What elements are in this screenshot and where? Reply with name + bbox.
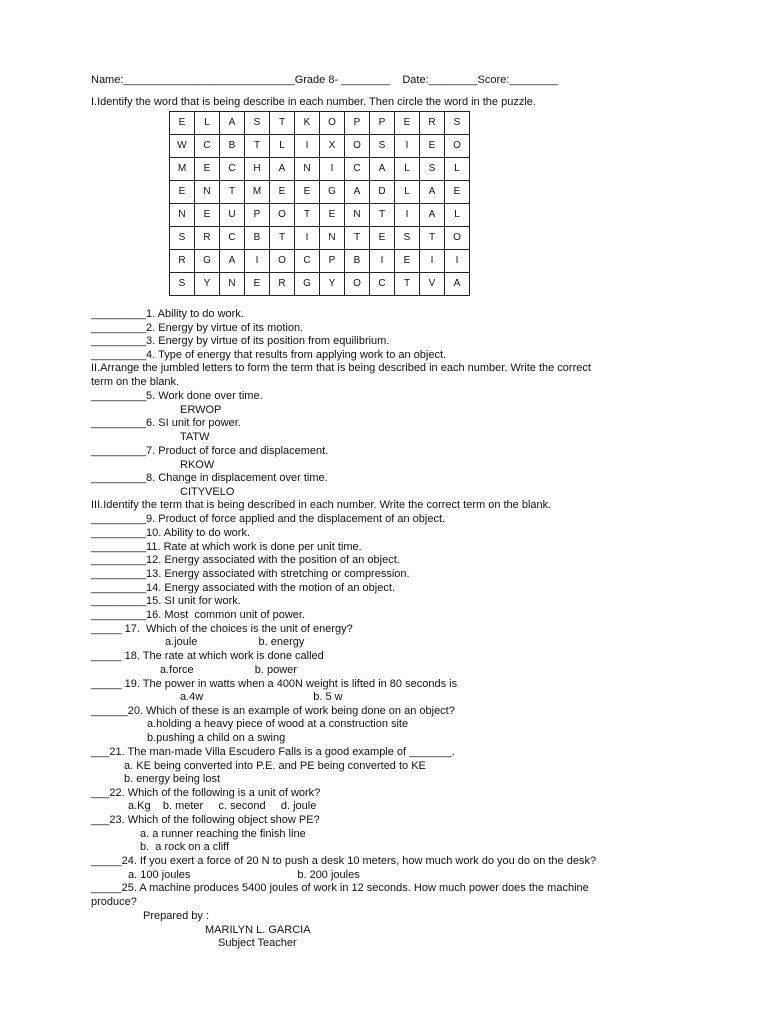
puzzle-cell: N — [220, 273, 245, 296]
puzzle-cell: O — [345, 273, 370, 296]
question-22: ___22. Which of the following is a unit of work? — [91, 787, 321, 799]
puzzle-cell: S — [420, 158, 445, 181]
puzzle-row — [170, 112, 470, 135]
puzzle-cell: G — [195, 250, 220, 273]
puzzle-row — [170, 181, 470, 204]
puzzle-cell: A — [220, 112, 245, 135]
question-23: ___23. Which of the following object show PE? — [91, 814, 320, 826]
puzzle-cell: T — [295, 204, 320, 227]
puzzle-cell: O — [270, 204, 295, 227]
puzzle-cell: P — [245, 204, 270, 227]
puzzle-cell: V — [420, 273, 445, 296]
puzzle-cell: M — [245, 181, 270, 204]
puzzle-cell: D — [370, 181, 395, 204]
jumbled-word-7: RKOW — [180, 459, 215, 471]
puzzle-cell: C — [345, 158, 370, 181]
puzzle-cell: H — [245, 158, 270, 181]
question-10: _________10. Ability to do work. — [91, 527, 251, 539]
puzzle-cell: A — [345, 181, 370, 204]
puzzle-cell: E — [195, 204, 220, 227]
question-16: _________16. Most common unit of power. — [91, 609, 306, 621]
jumbled-word-8: CITYVELO — [180, 486, 235, 498]
puzzle-cell: I — [420, 250, 445, 273]
question-25-cont: produce? — [91, 896, 137, 908]
puzzle-cell: W — [170, 135, 195, 158]
question-25: _____25. A machine produces 5400 joules of work in 12 seconds. How much power does the machine — [91, 882, 589, 894]
puzzle-cell: X — [320, 135, 345, 158]
puzzle-cell: E — [445, 181, 470, 204]
puzzle-cell: O — [320, 112, 345, 135]
question-8: _________8. Change in displacement over time. — [91, 472, 328, 484]
question-12: _________12. Energy associated with the position of an object. — [91, 554, 400, 566]
puzzle-cell: U — [220, 204, 245, 227]
puzzle-cell: Y — [320, 273, 345, 296]
puzzle-cell: O — [445, 227, 470, 250]
puzzle-row — [170, 227, 470, 250]
puzzle-cell: T — [270, 112, 295, 135]
puzzle-cell: G — [320, 181, 345, 204]
puzzle-cell: O — [270, 250, 295, 273]
question-1: _________1. Ability to do work. — [91, 308, 244, 320]
puzzle-cell: C — [195, 135, 220, 158]
question-4: _________4. Type of energy that results from applying work to an object. — [91, 349, 447, 361]
puzzle-cell: O — [445, 135, 470, 158]
puzzle-cell: C — [295, 250, 320, 273]
choices-19: a.4w b. 5 w — [180, 691, 343, 703]
question-13: _________13. Energy associated with stretching or compression. — [91, 568, 410, 580]
puzzle-cell: I — [445, 250, 470, 273]
puzzle-cell: A — [370, 158, 395, 181]
puzzle-cell: K — [295, 112, 320, 135]
section-2-title-cont: term on the blank. — [91, 376, 180, 388]
puzzle-row — [170, 204, 470, 227]
puzzle-cell: I — [395, 135, 420, 158]
puzzle-cell: P — [320, 250, 345, 273]
puzzle-row — [170, 250, 470, 273]
choice-21b: b. energy being lost — [124, 773, 221, 785]
teacher-name: MARILYN L. GARCIA — [205, 924, 311, 936]
puzzle-cell: N — [320, 227, 345, 250]
question-14: _________14. Energy associated with the motion of an object. — [91, 582, 395, 594]
puzzle-cell: E — [320, 204, 345, 227]
question-3: _________3. Energy by virtue of its position from equilibrium. — [91, 335, 390, 347]
teacher-title: Subject Teacher — [218, 937, 297, 949]
section-1-title: I.Identify the word that is being describe in each number. Then circle the word in the puzzle. — [91, 96, 536, 108]
puzzle-cell: Y — [195, 273, 220, 296]
question-21: ___21. The man-made Villa Escudero Falls is a good example of _______. — [91, 746, 456, 758]
puzzle-cell: E — [170, 181, 195, 204]
puzzle-cell: T — [270, 227, 295, 250]
jumbled-word-5: ERWOP — [180, 404, 222, 416]
puzzle-cell: S — [370, 135, 395, 158]
question-17: _____ 17. Which of the choices is the unit of energy? — [91, 623, 353, 635]
question-11: _________11. Rate at which work is done per unit time. — [91, 541, 362, 553]
question-7: _________7. Product of force and displacement. — [91, 445, 329, 457]
choice-23b: b. a rock on a cliff — [140, 841, 230, 853]
puzzle-cell: M — [170, 158, 195, 181]
puzzle-cell: R — [420, 112, 445, 135]
puzzle-cell: A — [420, 181, 445, 204]
puzzle-cell: I — [295, 135, 320, 158]
puzzle-row — [170, 158, 470, 181]
puzzle-cell: E — [195, 158, 220, 181]
choices-18: a.force b. power — [160, 664, 297, 676]
choice-21a: a. KE being converted into P.E. and PE being converted to KE — [124, 760, 426, 772]
choices-22: a.Kg b. meter c. second d. joule — [128, 800, 317, 812]
question-5: _________5. Work done over time. — [91, 390, 263, 402]
puzzle-cell: L — [395, 158, 420, 181]
puzzle-cell: A — [270, 158, 295, 181]
puzzle-cell: P — [345, 112, 370, 135]
puzzle-cell: I — [370, 250, 395, 273]
puzzle-cell: L — [270, 135, 295, 158]
puzzle-cell: N — [295, 158, 320, 181]
question-19: _____ 19. The power in watts when a 400N weight is lifted in 80 seconds is — [91, 678, 458, 690]
puzzle-cell: L — [445, 158, 470, 181]
prepared-by-label: Prepared by : — [143, 910, 210, 922]
puzzle-cell: S — [445, 112, 470, 135]
puzzle-cell: O — [345, 135, 370, 158]
puzzle-cell: N — [170, 204, 195, 227]
question-24: _____24. If you exert a force of 20 N to push a desk 10 meters, how much work do you do on the desk? — [91, 855, 597, 867]
choice-20a: a.holding a heavy piece of wood at a construction site — [147, 718, 409, 730]
puzzle-cell: T — [245, 135, 270, 158]
puzzle-cell: R — [170, 250, 195, 273]
question-18: _____ 18. The rate at which work is done called — [91, 650, 324, 662]
puzzle-cell: B — [345, 250, 370, 273]
puzzle-cell: S — [245, 112, 270, 135]
puzzle-cell: E — [420, 135, 445, 158]
puzzle-cell: I — [295, 227, 320, 250]
puzzle-cell: A — [445, 273, 470, 296]
section-3-title: III.Identify the term that is being described in each number. Write the correct term on the blank. — [91, 499, 552, 511]
question-6: _________6. SI unit for power. — [91, 417, 241, 429]
puzzle-cell: G — [295, 273, 320, 296]
puzzle-cell: C — [370, 273, 395, 296]
puzzle-cell: B — [220, 135, 245, 158]
puzzle-cell: E — [395, 250, 420, 273]
puzzle-cell: I — [320, 158, 345, 181]
puzzle-cell: R — [195, 227, 220, 250]
jumbled-word-6: TATW — [180, 431, 210, 443]
puzzle-cell: P — [370, 112, 395, 135]
puzzle-row — [170, 273, 470, 296]
puzzle-cell: S — [170, 227, 195, 250]
puzzle-row — [170, 135, 470, 158]
puzzle-cell: E — [245, 273, 270, 296]
puzzle-cell: T — [370, 204, 395, 227]
puzzle-cell: I — [245, 250, 270, 273]
choices-17: a.joule b. energy — [165, 636, 305, 648]
puzzle-cell: L — [195, 112, 220, 135]
question-2: _________2. Energy by virtue of its motion. — [91, 322, 304, 334]
puzzle-cell: A — [220, 250, 245, 273]
puzzle-cell: T — [395, 273, 420, 296]
puzzle-cell: N — [345, 204, 370, 227]
puzzle-cell: E — [270, 181, 295, 204]
puzzle-cell: T — [220, 181, 245, 204]
puzzle-cell: E — [170, 112, 195, 135]
puzzle-cell: N — [195, 181, 220, 204]
puzzle-cell: C — [220, 227, 245, 250]
puzzle-cell: B — [245, 227, 270, 250]
puzzle-cell: E — [295, 181, 320, 204]
puzzle-cell: E — [370, 227, 395, 250]
puzzle-cell: L — [395, 181, 420, 204]
puzzle-cell: S — [395, 227, 420, 250]
puzzle-cell: S — [170, 273, 195, 296]
choice-20b: b.pushing a child on a swing — [147, 732, 286, 744]
section-2-title: II.Arrange the jumbled letters to form the term that is being described in each number. Write the correct — [91, 362, 591, 374]
choice-23a: a. a runner reaching the finish line — [140, 828, 306, 840]
puzzle-cell: I — [395, 204, 420, 227]
puzzle-cell: E — [395, 112, 420, 135]
puzzle-cell: L — [445, 204, 470, 227]
puzzle-cell: A — [420, 204, 445, 227]
puzzle-cell: T — [345, 227, 370, 250]
worksheet-header: Name:____________________________Grade 8- ________ Date:________Score:________ — [91, 74, 559, 86]
choices-24: a. 100 joules b. 200 joules — [128, 869, 360, 881]
puzzle-cell: C — [220, 158, 245, 181]
question-9: _________9. Product of force applied and the displacement of an object. — [91, 513, 446, 525]
word-search-puzzle — [169, 111, 470, 296]
puzzle-cell: R — [270, 273, 295, 296]
question-15: _________15. SI unit for work. — [91, 595, 241, 607]
puzzle-cell: T — [420, 227, 445, 250]
question-20: ______20. Which of these is an example of work being done on an object? — [91, 705, 455, 717]
